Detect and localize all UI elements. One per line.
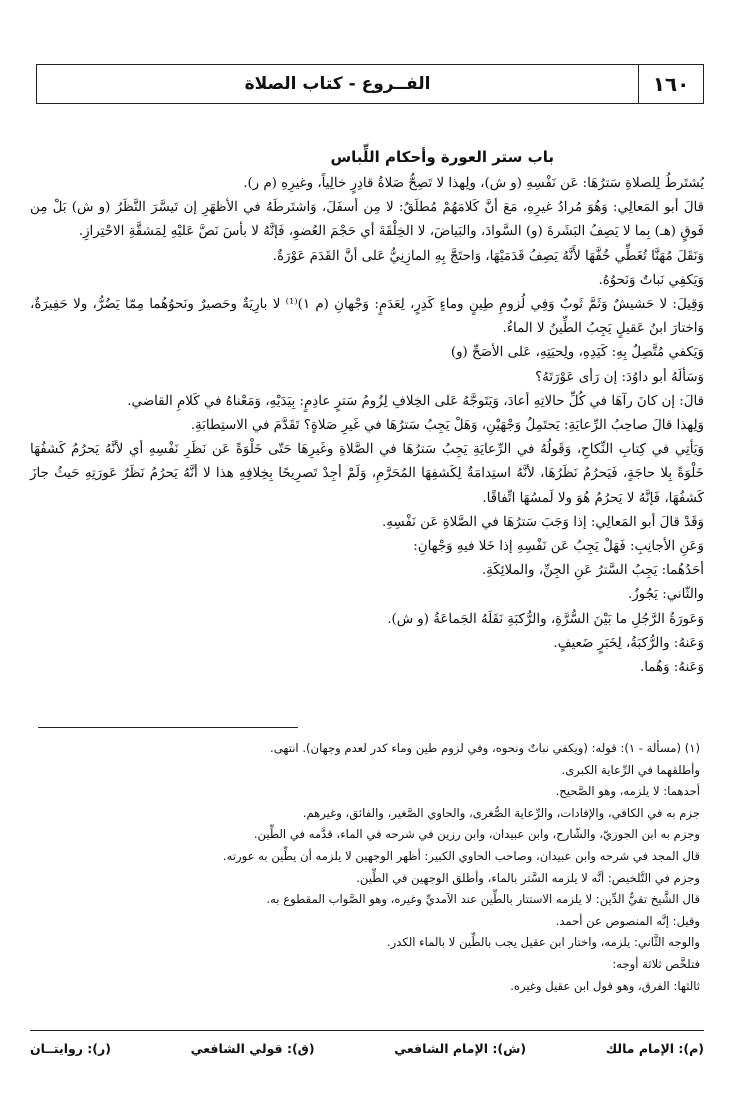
paragraph: والثّاني: يَجُوزُ. <box>627 587 704 603</box>
paragraph: وَعَورَةُ الرَّجُلِ ما بَيْنَ السُّرَّةِ، والرُّكبَةِ نَقَلَهُ الجَماعَةُ (و ش). <box>387 611 704 627</box>
abbreviation-shafii-two-opinions: (ق): قولي الشافعي <box>190 1040 315 1056</box>
abbreviation-malik: (م): الإمام مالك <box>605 1040 704 1056</box>
chapter-title: باب ستر العورة وأحكام اللِّباس <box>330 148 554 166</box>
paragraph: وَعَنِ الأجانِبِ: فَهَلْ يَجِبُ عَن نَفْسِهِ إذا خَلا فيهِ وَجْهانِ: <box>413 539 704 555</box>
paragraph: وَلِهذا قالَ صاحِبُ الرِّعايَةِ: يَحتَمِلُ وَجْهَيْنِ، وَهَلْ يَجِبُ سَترُهَا في غَيرِ صَلاةٍ؟ تَقَدَّمَ في الاستِطابَةِ. <box>190 418 704 434</box>
footnote-line: وقيل: إنَّه المنصوص عن أحمد. <box>555 913 700 928</box>
footnote-line: وجزم في التَّلخيص: أنَّه لا يلزمه السَّتر بالماء، وأطلق الوجهين في الطِّين. <box>356 870 700 885</box>
footnote-line: قال المجد في شرحه وابن عبيدان، وصاحب الحاوي الكبير: أظهر الوجهين لا يلزمه أن يطِّين به عورته. <box>222 848 700 863</box>
paragraph: قالَ أبو المَعالِي: وَهُوَ مُرادُ غيرِهِ، مَعَ أنَّ كَلامَهُمْ مُطلَقٌ: لا مِن أسفَلَ، وَاشتَرطَهُ في الأظهَرِ إن تَيسَّرَ النَّظَرُ (و ش) بَلْ مِن فَوقٍ (هـ) بِما لا يَصِفُ البَشَرةَ (و) السَّوادَ، والبَياضَ، لا الخِلْقَةَ أي حَجْمَ العُضوِ، فَإنَّهُ لا بأسَ نَصَّ عَليْهِ لِمَشقَّةِ الاحْتِرازِ. <box>30 200 704 240</box>
footer-divider <box>30 1030 704 1031</box>
paragraph: وَيَأتِي في كِتابِ النِّكاحِ، وَقَولُهُ في الرِّعايَةِ يَجِبُ سَترُهَا في الصَّلاةِ وغَيرِهَا حَتّى خَلْوَةً عَن نَظَرِ نَفْسِهِ أي لأنَّهُ يَحرُمُ كَشفُهَا خَلْوَةً بِلا حاجَةٍ، فَيَحرُمُ نَظَرُهَا، لأنَّهُ استِدامَةٌ لِكَشفِهَا المُحَرَّمِ، وَلَمْ أجِدْ تَصرِيحًا بِخِلافِهِ هذا لا أنَّهُ يَحرُمُ نَظَرُ عَورَتِهِ حَيثُ جازَ كَشفُهَا، فَإنَّهُ لا يَحرُمُ هُوَ ولا لَمسُهَا اتِّفاقًا. <box>30 442 704 506</box>
footnote-line: فتلخَّص ثلاثة أوجه: <box>612 956 700 971</box>
footnotes <box>30 738 700 997</box>
paragraph: وَسَألَهُ أبو داوُدَ: إن رَأى عَوْرَتَهُ؟ <box>535 369 704 385</box>
footnote-divider <box>38 727 298 728</box>
paragraph: وَيَكفِي نَباتٌ وَنَحوُهُ. <box>598 272 704 288</box>
footnote-line: قال الشَّيخ تقيُّ الدِّين: لا يلزمه الاستتار بالطِّين عند الآمديِّ وغيره، وهو الصَّواب المقطوع به. <box>266 892 700 907</box>
page-number: ١٦٠ <box>638 65 703 103</box>
paragraph: وَنَقَلَ مُهَنَّا تُغَطِّي خُفَّهَا لأَنَّهُ يَصِفُ قَدَمَيْهَا، وَاحتَجَّ بِهِ المازِنِيُّ عَلى أنَّ القَدَمَ عَوْرَةٌ. <box>272 248 704 264</box>
paragraph: وَعَنهُ: وَهُما. <box>639 660 704 676</box>
paragraph: أحَدُهُما: يَجِبُ السَّترُ عَنِ الجِنِّ، والملائِكَةِ. <box>481 563 704 579</box>
main-text <box>30 148 704 680</box>
footnote-line: ثالثها: الفرق، وهو قول ابن عقيل وغيره. <box>510 978 700 993</box>
abbreviation-key <box>30 1036 704 1060</box>
paragraph: قالَ: إن كانَ رآهَا في كُلِّ حالاتِهِ أعادَ، وَيَتَوجَّهُ عَلى الخِلافِ لِزُومُ سَترٍ عادِمٍ: بِيَدَيْهِ، وَمَعْناهُ في كَلامِ القاضي. <box>127 393 704 409</box>
footnote-line: جزم به في الكافي، والإفادات، والرِّعاية الصُّغرى، والحاوي الصَّغير، والفائق، وغيرهم. <box>302 805 700 820</box>
page-header <box>36 64 704 104</box>
paragraph: وَيَكفي مُتَّصِلٌ بِهِ: كَيَدِهِ، ولِحيَتِهِ، عَلى الأصَحِّ (و) <box>450 345 704 361</box>
paragraph: وَقَدْ قالَ أبو المَعالِي: إذا وَجَبَ سَترُهَا في الصَّلاةِ عَن نَفْسِهِ. <box>381 514 704 530</box>
footnote-line: وجزم به ابن الجوزيّ، والشّارح، وابن عبيدان، وابن رزين في شرحه في الماء، قدَّمه في الطِّين. <box>253 827 700 842</box>
paragraph: وَعَنهُ: والرُّكبَةُ، لِخَبَرٍ ضَعيفٍ. <box>553 635 704 651</box>
footnote-line: (١) (مسألة - ١): قوله: (ويكفي نباتٌ ونحوه، وفي لزوم طين وماء كدر لعدم وجهان). انتهى. <box>270 741 700 755</box>
abbreviation-two-narrations: (ر): روايتــان <box>30 1040 111 1056</box>
running-title: الفــروع - كتاب الصلاة <box>244 74 431 94</box>
footnote-line: وأطلقهما في الرِّعاية الكبرى. <box>561 762 700 777</box>
footnote-line: والوجه الثَّاني: يلزمه، واختار ابن عقيل يجب بالطِّين لا بالماء الكدر. <box>386 935 700 950</box>
footnote-line: أحدهما: لا يلزمه، وهو الصَّحيح. <box>555 784 700 799</box>
paragraph: يُشتَرطُ لِلصلاةِ سَترُهَا: عَن نَفْسِهِ (و ش)، ولِهذا لا تَصِحُّ صَلاةُ قادِرٍ خالِياً، وغيرِهِ (م ر). <box>243 176 704 191</box>
paragraph: وَقِيلَ: لا حَشيشٌ وَثَمَّ ثَوبٌ وَفِي لُزومِ طِينٍ وماءٍ كَدِرٍ، لِعَدَمٍ: وَجْهانِ (م ١)⁽¹⁾ لا بارِيَةٌ وحَصيرٌ ونَحوُهُما مِمّا يَضُرُّ، ولا حَفِيرَةٌ، وَاختارَ ابنُ عَقيلٍ يَجِبُ الطِّينُ لا الماءُ. <box>30 297 704 337</box>
abbreviation-shafii: (ش): الإمام الشافعي <box>394 1040 527 1056</box>
